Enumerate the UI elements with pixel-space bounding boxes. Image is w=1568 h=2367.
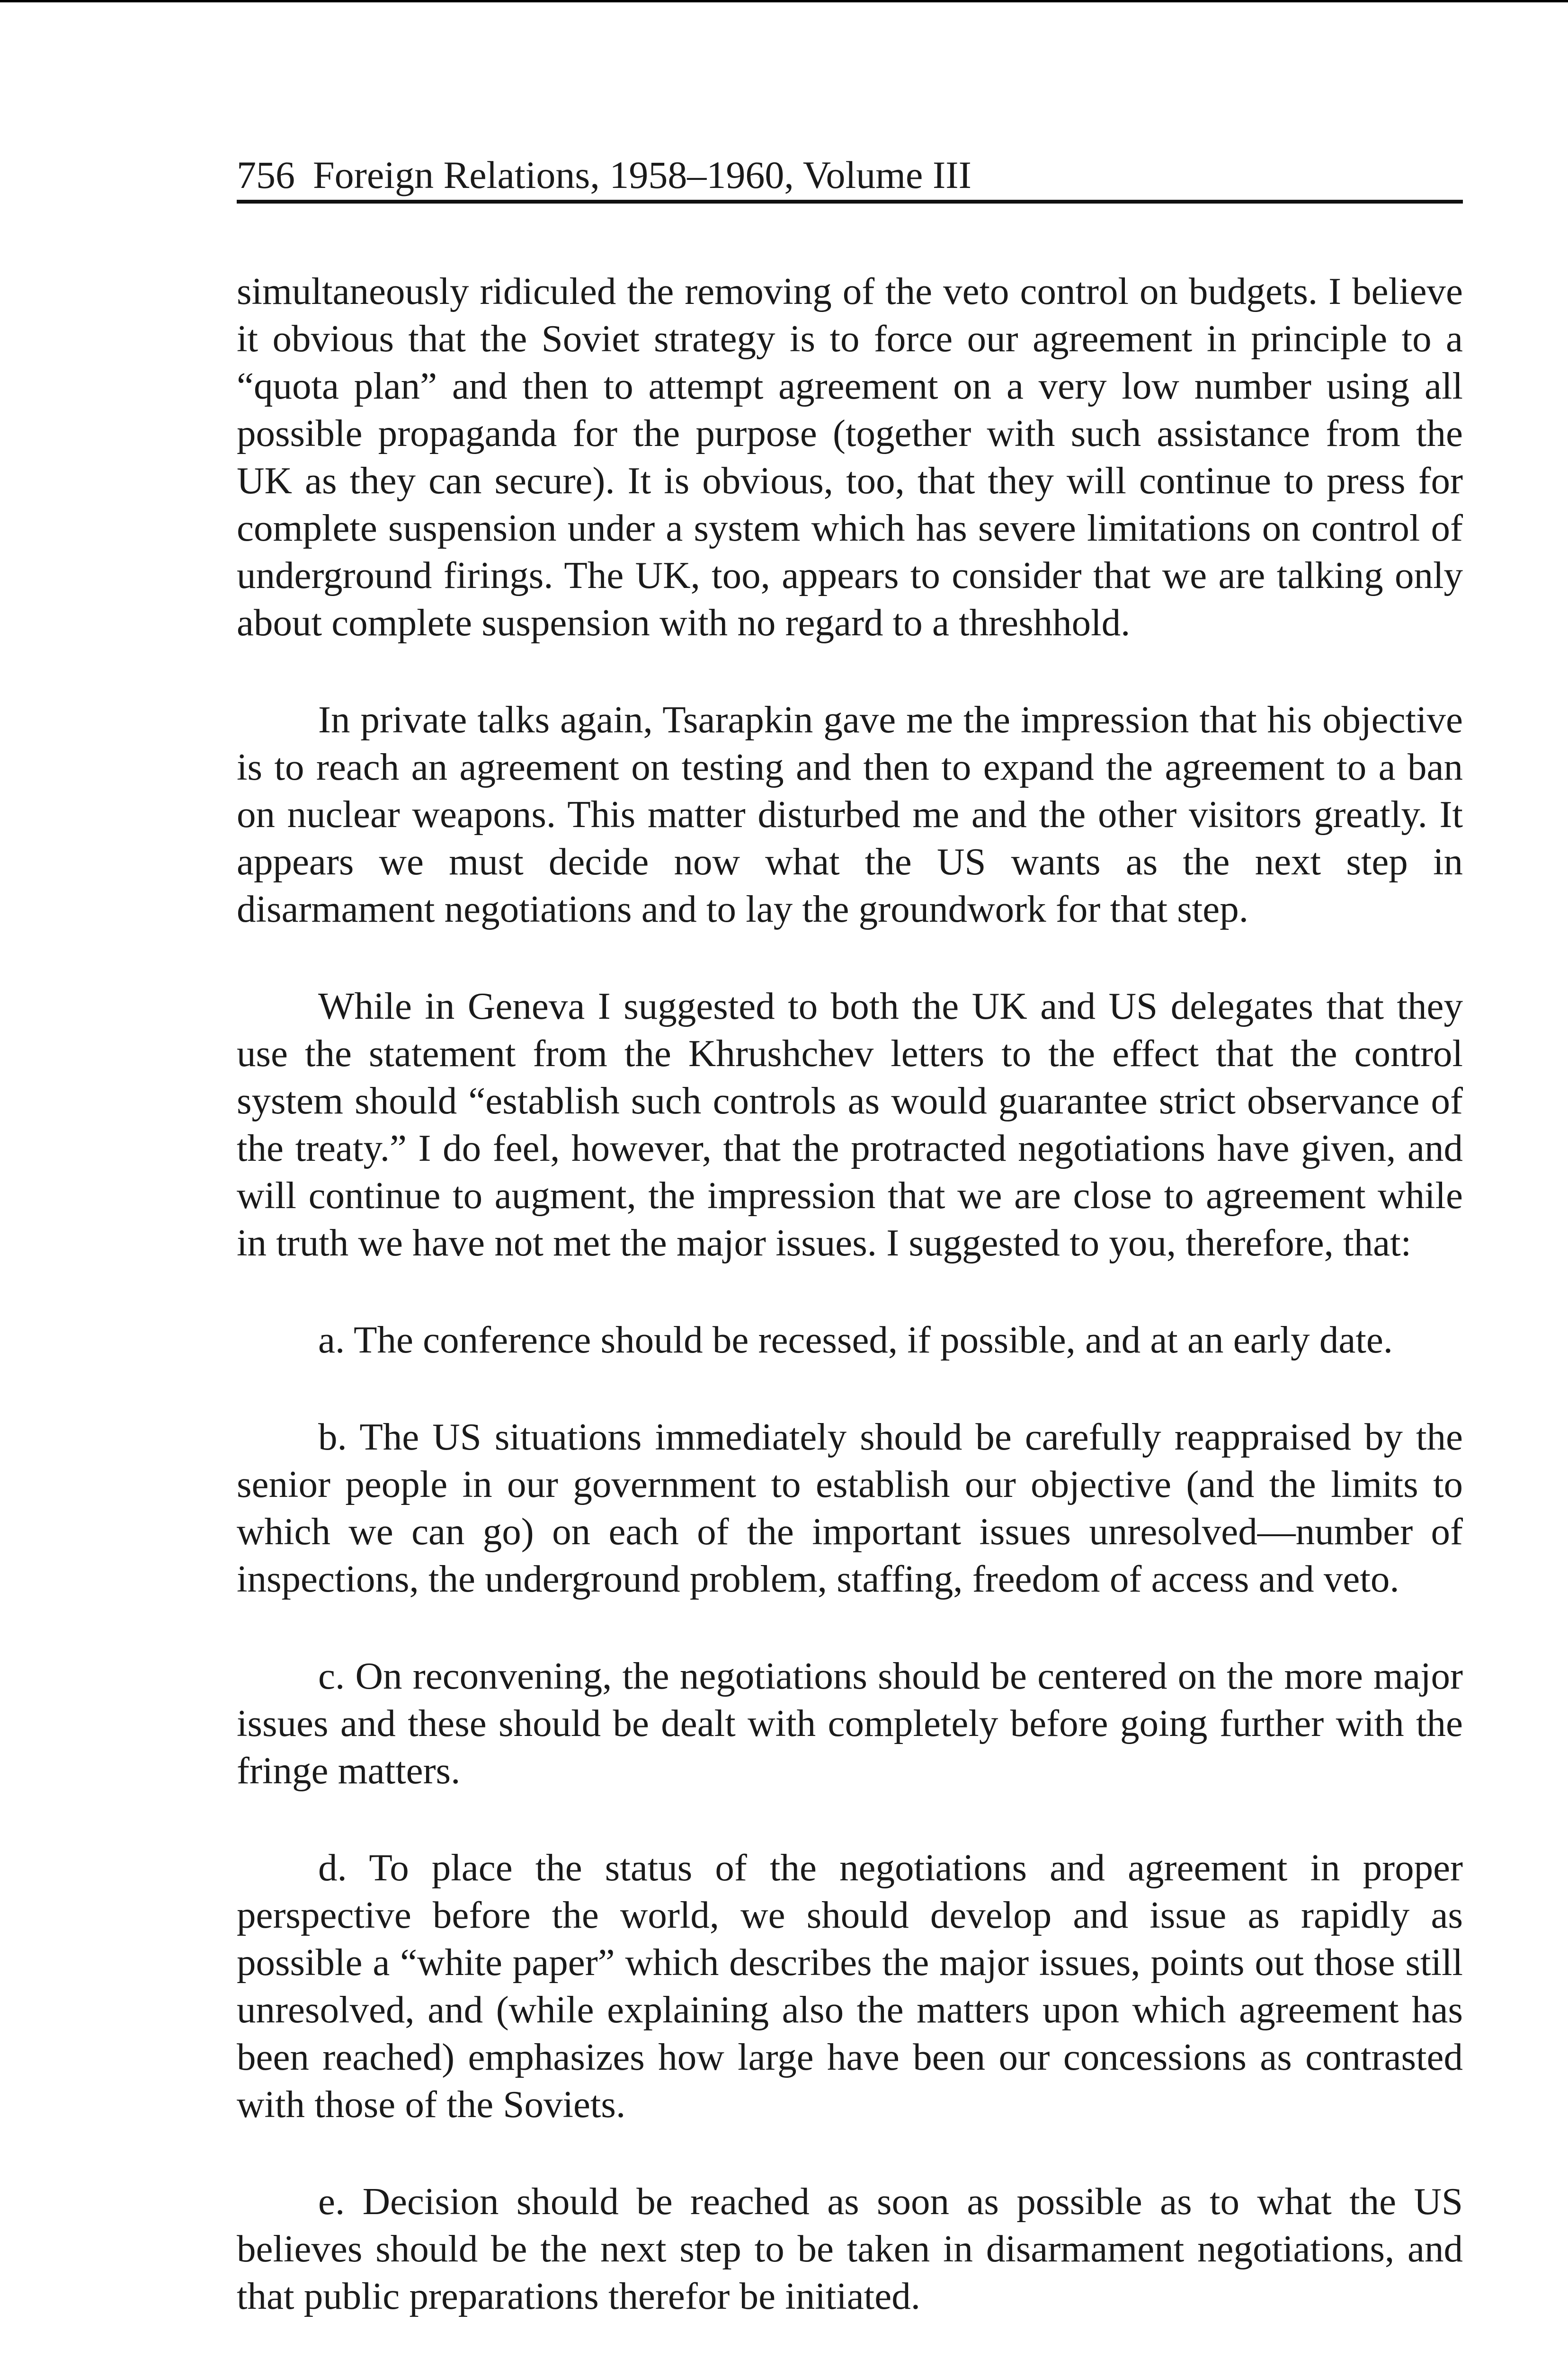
running-head bbox=[237, 151, 971, 199]
list-item-d: d. To place the status of the negotiations and agreement in proper perspective before the world, we should develop and issue as rapidly as possible a “white paper” which describes the major issues, points out those still unresolved, and (while explaining also the matters upon which agreement has been reached) emphasizes how large have been our concessions as contrasted with those of the Soviets. bbox=[237, 1846, 1463, 2126]
page-number: 756 bbox=[237, 153, 295, 196]
document-body bbox=[237, 267, 1463, 2367]
list-item-b: b. The US situations immediately should be carefully reappraised by the senior people in our government to establish our objective (and the limits to which we can go) on each of the important issues unresolved—number of inspections, the underground problem, staffing, freedom of access and veto. bbox=[237, 1415, 1463, 1600]
page-top-edge bbox=[0, 0, 1568, 2]
publication-title: Foreign Relations, 1958–1960, Volume III bbox=[313, 153, 971, 196]
paragraph-continuation: simultaneously ridiculed the removing of the veto control on budgets. I believe it obvious that the Soviet strategy is to force our agreement in principle to a “quota plan” and then to attempt agreement on a very low number using all possible propaganda for the purpose (together with such assistance from the UK as they can secure). It is obvious, too, that they will continue to press for complete suspension under a system which has severe limitations on control of underground firings. The UK, too, appears to consider that we are talking only about complete suspension with no regard to a threshhold. bbox=[237, 270, 1463, 644]
paragraph-geneva: While in Geneva I suggested to both the UK and US delegates that they use the statement from the Khrushchev letters to the effect that the control system should “establish such controls as would guarantee strict observance of the treaty.” I do feel, however, that the protracted negotiations have given, and will continue to augment, the impression that we are close to agreement while in truth we have not met the major issues. I suggested to you, therefore, that: bbox=[237, 985, 1463, 1264]
list-item-a: a. The conference should be recessed, if possible, and at an early date. bbox=[318, 1318, 1393, 1361]
list-item-e: e. Decision should be reached as soon as possible as to what the US believes should be the next step to be taken in disarmament negotiations, and that public preparations therefor be initiated. bbox=[237, 2180, 1463, 2317]
list-item-c: c. On reconvening, the negotiations should be centered on the more major issues and these should be dealt with completely before going further with the fringe matters. bbox=[237, 1655, 1463, 1792]
page-header bbox=[237, 142, 1463, 204]
paragraph-tsarapkin: In private talks again, Tsarapkin gave me the impression that his objective is to reach an agreement on testing and then to expand the agreement to a ban on nuclear weapons. This matter disturbed me and the other visitors greatly. It appears we must decide now what the US wants as the next step in disarmament negotiations and to lay the groundwork for that step. bbox=[237, 698, 1463, 930]
